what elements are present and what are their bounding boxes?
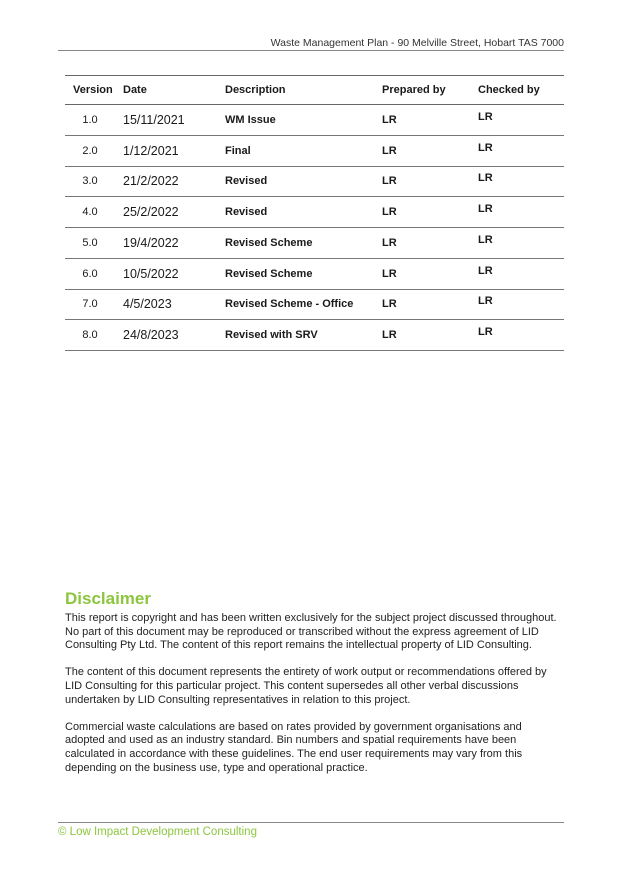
column-header-description: Description <box>217 76 374 105</box>
column-header-version: Version <box>65 76 115 105</box>
table-row <box>65 166 564 197</box>
cell-date: 24/8/2023 <box>115 320 217 351</box>
cell-version: 1.0 <box>65 105 115 136</box>
cell-date: 10/5/2022 <box>115 258 217 289</box>
table-row <box>65 258 564 289</box>
cell-date: 19/4/2022 <box>115 228 217 259</box>
cell-date: 25/2/2022 <box>115 197 217 228</box>
cell-checked-by-text: LR <box>478 203 493 216</box>
table-row <box>65 197 564 228</box>
column-header-date: Date <box>115 76 217 105</box>
cell-date: 4/5/2023 <box>115 289 217 320</box>
cell-prepared-by: LR <box>374 197 470 228</box>
cell-checked-by-text: LR <box>478 110 493 123</box>
cell-checked-by <box>470 320 564 351</box>
cell-version: 8.0 <box>65 320 115 351</box>
disclaimer-paragraph: This report is copyright and has been written exclusively for the subject project discussed throughout. No part of this document may be reproduced or transcribed without the express agreement of LID Consulting Pty Ltd. The content of this report remains the intellectual property of LID Consulting. <box>65 612 557 652</box>
cell-version: 7.0 <box>65 289 115 320</box>
cell-description: Revised Scheme <box>217 228 374 259</box>
cell-checked-by <box>470 289 564 320</box>
header-divider <box>58 50 564 51</box>
cell-checked-by <box>470 197 564 228</box>
cell-checked-by-text: LR <box>478 172 493 185</box>
cell-description: Revised <box>217 166 374 197</box>
disclaimer-body <box>65 612 560 789</box>
cell-date: 21/2/2022 <box>115 166 217 197</box>
cell-checked-by <box>470 166 564 197</box>
table-row <box>65 135 564 166</box>
cell-checked-by-text: LR <box>478 233 493 246</box>
cell-description: Revised Scheme - Office <box>217 289 374 320</box>
table-row <box>65 320 564 351</box>
cell-description: WM Issue <box>217 105 374 136</box>
table-row <box>65 228 564 259</box>
cell-checked-by <box>470 228 564 259</box>
cell-checked-by <box>470 105 564 136</box>
revision-table <box>65 75 564 351</box>
disclaimer-paragraph: The content of this document represents the entirety of work output or recommendations offered by LID Consulting for this particular project. This content supersedes all other verbal discussions undertaken by LID Consulting representatives in relation to this project. <box>65 666 547 706</box>
table-row <box>65 289 564 320</box>
disclaimer-title: Disclaimer <box>65 589 151 608</box>
cell-prepared-by: LR <box>374 105 470 136</box>
cell-prepared-by: LR <box>374 228 470 259</box>
cell-description: Revised with SRV <box>217 320 374 351</box>
cell-prepared-by: LR <box>374 135 470 166</box>
cell-checked-by-text: LR <box>478 295 493 308</box>
table-header-row <box>65 76 564 105</box>
cell-version: 3.0 <box>65 166 115 197</box>
cell-version: 4.0 <box>65 197 115 228</box>
page-header-title: Waste Management Plan - 90 Melville Street, Hobart TAS 7000 <box>270 37 564 49</box>
disclaimer-paragraph: Commercial waste calculations are based on rates provided by government organisations and adopted and used as an industry standard. Bin numbers and spatial requirements have been calculated in accordance with these guidelines. The end user requirements may vary from this depending on the business use, type and operational practice. <box>65 720 523 774</box>
cell-checked-by-text: LR <box>478 326 493 339</box>
cell-version: 2.0 <box>65 135 115 166</box>
cell-description: Revised <box>217 197 374 228</box>
cell-version: 5.0 <box>65 228 115 259</box>
revision-table-body <box>65 105 564 351</box>
table-row <box>65 105 564 136</box>
cell-checked-by-text: LR <box>478 264 493 277</box>
cell-prepared-by: LR <box>374 166 470 197</box>
cell-prepared-by: LR <box>374 258 470 289</box>
column-header-checked-by: Checked by <box>470 76 564 105</box>
footer-divider <box>58 822 564 823</box>
cell-checked-by-text: LR <box>478 141 493 154</box>
cell-description: Revised Scheme <box>217 258 374 289</box>
footer-copyright: © Low Impact Development Consulting <box>58 826 257 838</box>
cell-date: 1/12/2021 <box>115 135 217 166</box>
cell-checked-by <box>470 258 564 289</box>
cell-checked-by <box>470 135 564 166</box>
cell-prepared-by: LR <box>374 289 470 320</box>
cell-prepared-by: LR <box>374 320 470 351</box>
cell-date: 15/11/2021 <box>115 105 217 136</box>
column-header-prepared-by: Prepared by <box>374 76 470 105</box>
cell-version: 6.0 <box>65 258 115 289</box>
cell-description: Final <box>217 135 374 166</box>
